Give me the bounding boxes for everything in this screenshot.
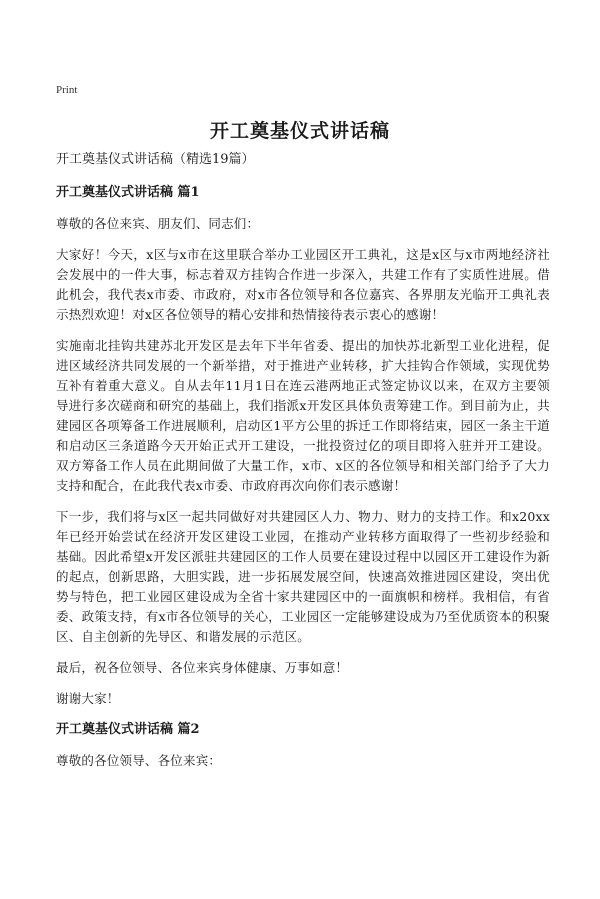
paragraph-thanks: 谢谢大家！: [56, 691, 120, 706]
print-label[interactable]: Print: [56, 84, 78, 96]
section-heading-1: 开工奠基仪式讲话稿 篇1: [56, 185, 200, 200]
paragraph: 实施南北挂钩共建苏北开发区是去年下半年省委、提出的加快苏北新型工业化进程，促进区域经济共同发展的一个新举措，对于推进产业转移，扩大挂钩合作领域，实现优势互补有着重大意义。自从去年11月1日在连云港两地正式签定协议以来，在双方主要领导进行多次磋商和研究的基础上，我们指派x开发区具体负责筹建工作。到目前为止，共建园区各项筹备工作进展顺利，启动区1平方公里的拆迁工作即将结束，园区一条主干道和启动区三条道路今天开始正式开工建设，一批投资过亿的项目即将入驻并开工建设。双方筹备工作人员在此期间做了大量工作，x市、x区的各位领导和相关部门给予了大力支持和配合，在此我代表x市委、市政府再次向你们表示感谢！: [56, 338, 550, 493]
section-heading-2: 开工奠基仪式讲话稿 篇2: [56, 722, 200, 737]
paragraph-greeting: 尊敬的各位领导、各位来宾：: [56, 753, 222, 768]
paragraph: 下一步，我们将与x区一起共同做好对共建园区人力、物力、财力的支持工作。和x20xx年已经开始尝试在经济开发区建设工业园，在推动产业转移方面取得了一些初步经验和基础。因此希望x开发区派驻共建园区的工作人员要在建设过程中以园区开工建设作为新的起点，创新思路，大胆实践，进一步拓展发展空间，快速高效推进园区建设，突出优势与特色，把工业园区建设成为全省十家共建园区中的一面旗帜和榜样。我相信，有省委、政策支持，有x市各位领导的关心，工业园区一定能够建设成为乃至优质资本的积聚区、自主创新的先导区、和谐发展的示范区。: [56, 509, 550, 644]
document-title: 开工奠基仪式讲话稿: [209, 120, 390, 142]
paragraph-closing-wishes: 最后，祝各位领导、各位来宾身体健康、万事如意！: [56, 660, 349, 675]
paragraph-greeting: 尊敬的各位来宾、朋友们、同志们：: [56, 216, 260, 231]
document-body: [56, 150, 550, 782]
document-subtitle: 开工奠基仪式讲话稿（精选19篇）: [56, 152, 255, 167]
paragraph: 大家好！今天，x区与x市在这里联合举办工业园区开工典礼，这是x区与x市两地经济社会发展中的一件大事，标志着双方挂钩合作进一步深入，共建工作有了实质性进展。借此机会，我代表x市委、市政府，对x市各位领导和各位嘉宾、各界朋友光临开工典礼表示热烈欢迎！对x区各位领导的精心安排和热情接待表示衷心的感谢！: [56, 247, 550, 322]
